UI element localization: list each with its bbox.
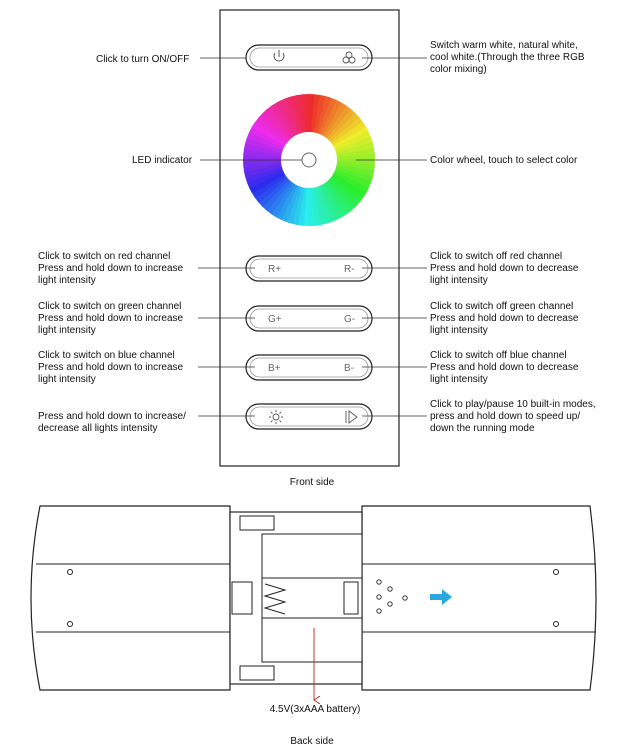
green-off-annotation: Click to switch off green channel Press and hold down to decrease light intensity bbox=[430, 301, 579, 336]
red-off-annotation: Click to switch off red channel Press and hold down to decrease light intensity bbox=[430, 251, 579, 286]
power-annotation: Click to turn ON/OFF bbox=[96, 54, 190, 65]
brightness-annotation: Press and hold down to increase/ decrease all lights intensity bbox=[38, 411, 186, 434]
blue-on-annotation: Click to switch on blue channel Press and hold down to increase light intensity bbox=[38, 350, 184, 385]
blue-plus-label[interactable]: B+ bbox=[268, 363, 281, 374]
white-annotation: Switch warm white, natural white, cool white.(Through the three RGB color mixing) bbox=[430, 40, 585, 75]
battery-label: 4.5V(3xAAA battery) bbox=[269, 704, 361, 715]
led-indicator bbox=[302, 153, 316, 167]
green-minus-label[interactable]: G- bbox=[344, 314, 356, 325]
blue-off-annotation: Click to switch off blue channel Press and hold down to decrease light intensity bbox=[430, 350, 579, 385]
brightness-mode-button[interactable] bbox=[246, 404, 372, 429]
front-side-caption: Front side bbox=[289, 477, 335, 488]
back-side-caption: Back side bbox=[290, 736, 334, 747]
green-on-annotation: Click to switch on green channel Press and hold down to increase light intensity bbox=[38, 301, 184, 336]
wheel-annotation: Color wheel, touch to select color bbox=[430, 155, 578, 166]
red-minus-label[interactable]: R- bbox=[344, 264, 355, 275]
red-on-annotation: Click to switch on red channel Press and hold down to increase light intensity bbox=[38, 251, 184, 286]
blue-minus-label[interactable]: B- bbox=[344, 363, 354, 374]
red-plus-label[interactable]: R+ bbox=[268, 264, 282, 275]
remote-front-body bbox=[220, 10, 399, 466]
green-plus-label[interactable]: G+ bbox=[268, 314, 282, 325]
led-annotation: LED indicator bbox=[132, 155, 193, 166]
mode-annotation: Click to play/pause 10 built-in modes, press and hold down to speed up/ down the running mode bbox=[430, 399, 596, 434]
